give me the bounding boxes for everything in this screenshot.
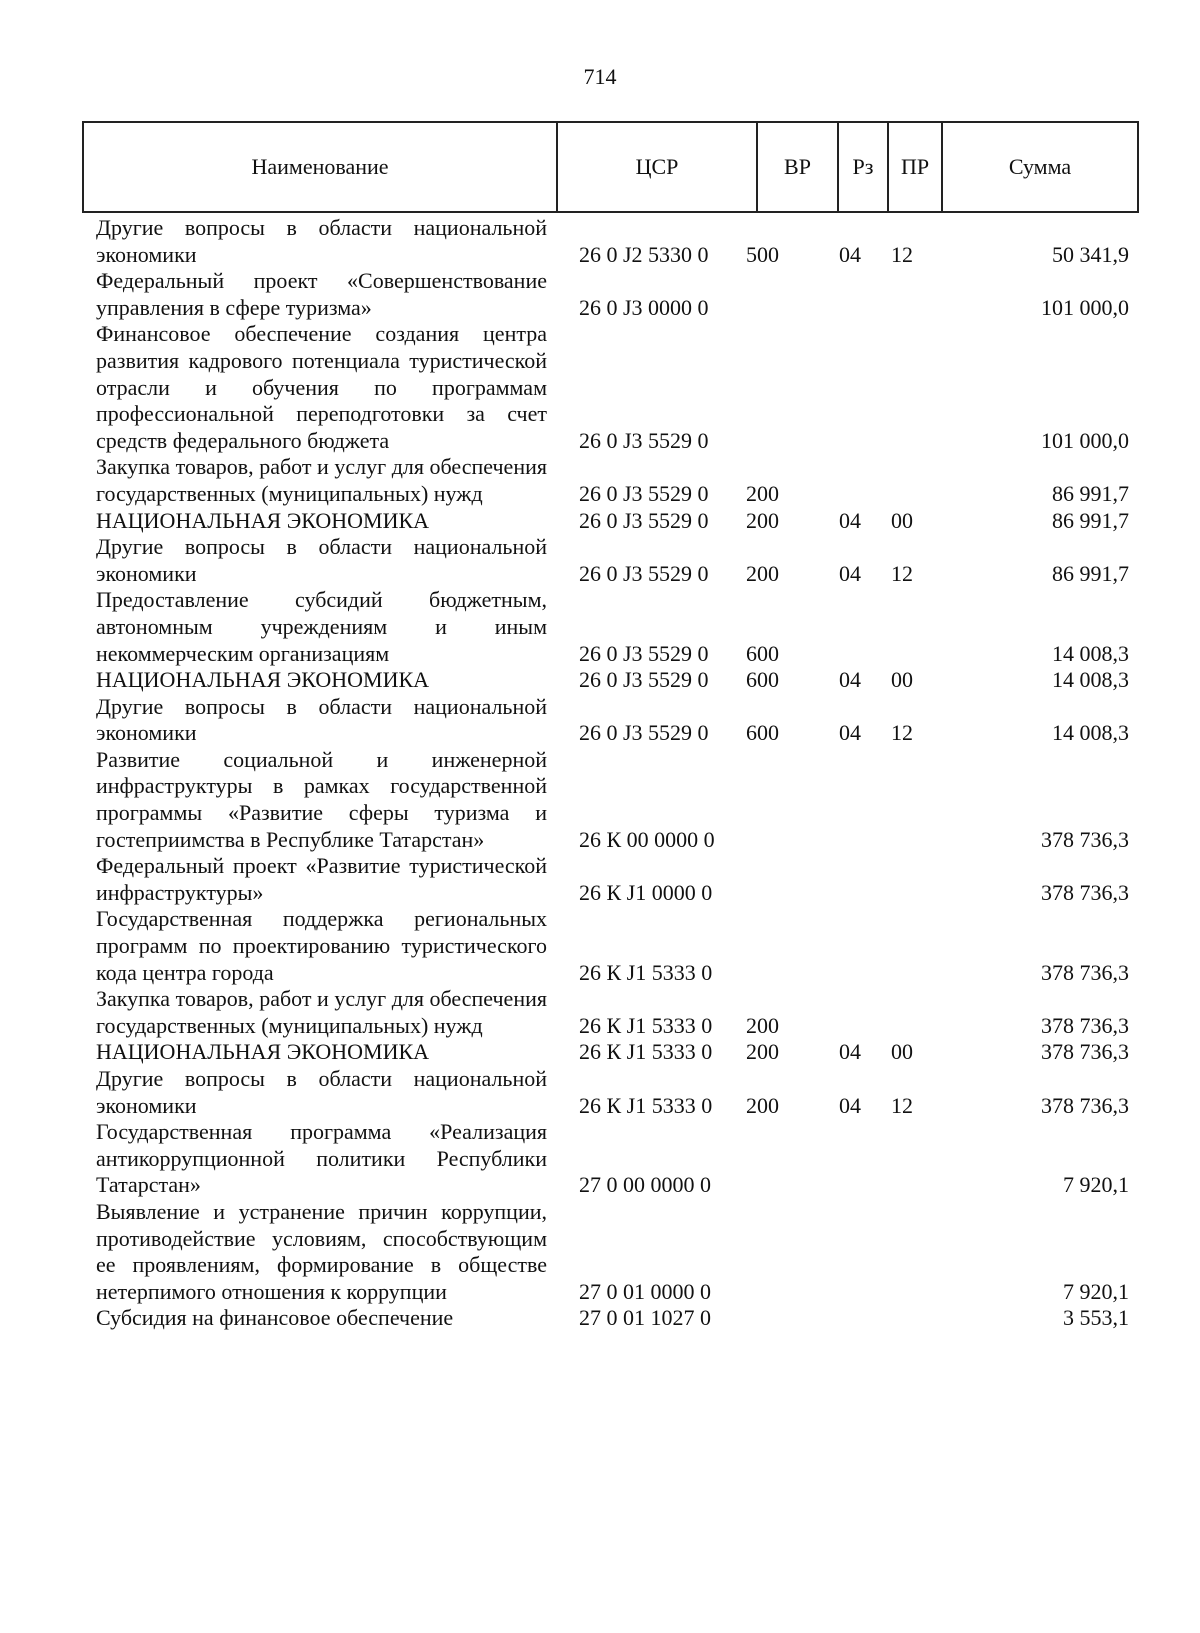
row-name: Другие вопросы в области национальной экономики	[96, 215, 547, 267]
row-name: Федеральный проект «Совершенствование управления в сфере туризма»	[96, 268, 547, 320]
table-row	[82, 534, 1139, 587]
row-sum: 86 991,7	[1052, 560, 1129, 586]
row-name: НАЦИОНАЛЬНАЯ ЭКОНОМИКА	[96, 1039, 430, 1065]
table-row	[82, 986, 1139, 1039]
header-vr: ВР	[758, 123, 839, 211]
table-body	[82, 215, 1139, 1332]
row-sum: 7 920,1	[1063, 1172, 1129, 1198]
row-name: Предоставление субсидий бюджетным, автономным учреждениям и иным некоммерческим организациям	[96, 587, 547, 666]
table-row	[82, 587, 1139, 667]
row-csr: 26 0 J2 5330 0	[579, 241, 709, 267]
table-row	[82, 1119, 1139, 1199]
row-vr: 600	[746, 720, 779, 746]
row-vr: 200	[746, 560, 779, 586]
row-pr: 12	[891, 720, 913, 746]
row-rz: 04	[839, 560, 861, 586]
row-vr: 600	[746, 640, 779, 666]
header-pr: ПР	[889, 123, 943, 211]
row-pr: 00	[891, 1039, 913, 1065]
row-csr: 27 0 00 0000 0	[579, 1172, 711, 1198]
row-csr: 26 К 00 0000 0	[579, 826, 715, 852]
row-csr: 26 0 J3 5529 0	[579, 507, 709, 533]
row-vr: 200	[746, 1039, 779, 1065]
row-sum: 378 736,3	[1041, 959, 1129, 985]
row-csr: 26 К J1 5333 0	[579, 1039, 713, 1065]
table-row	[82, 508, 1139, 535]
row-sum: 378 736,3	[1041, 1039, 1129, 1065]
table-row	[82, 1305, 1139, 1332]
table-header	[82, 121, 1139, 213]
row-csr: 26 0 J3 5529 0	[579, 720, 709, 746]
row-csr: 26 К J1 0000 0	[579, 879, 713, 905]
row-sum: 14 008,3	[1052, 640, 1129, 666]
table-row	[82, 321, 1139, 454]
table-row	[82, 1199, 1139, 1305]
row-sum: 378 736,3	[1041, 1092, 1129, 1118]
row-vr: 200	[746, 480, 779, 506]
row-csr: 26 К J1 5333 0	[579, 959, 713, 985]
table-row	[82, 853, 1139, 906]
row-csr: 26 0 J3 5529 0	[579, 480, 709, 506]
row-name: НАЦИОНАЛЬНАЯ ЭКОНОМИКА	[96, 507, 430, 533]
page-number: 714	[583, 64, 617, 89]
row-name: Другие вопросы в области национальной экономики	[96, 534, 547, 586]
table-row	[82, 454, 1139, 507]
table-row	[82, 268, 1139, 321]
row-csr: 26 К J1 5333 0	[579, 1092, 713, 1118]
row-name: Государственная программа «Реализация антикоррупционной политики Республики Татарстан»	[96, 1119, 547, 1198]
header-csr: ЦСР	[558, 123, 758, 211]
row-sum: 378 736,3	[1041, 879, 1129, 905]
row-vr: 200	[746, 1092, 779, 1118]
row-name: Федеральный проект «Развитие туристической инфраструктуры»	[96, 853, 547, 905]
row-rz: 04	[839, 1092, 861, 1118]
row-rz: 04	[839, 507, 861, 533]
table-row	[82, 1066, 1139, 1119]
row-sum: 50 341,9	[1052, 241, 1129, 267]
row-name: Закупка товаров, работ и услуг для обеспечения государственных (муниципальных) нужд	[96, 986, 547, 1038]
row-name: Закупка товаров, работ и услуг для обеспечения государственных (муниципальных) нужд	[96, 454, 547, 506]
row-name: НАЦИОНАЛЬНАЯ ЭКОНОМИКА	[96, 667, 430, 693]
row-csr: 26 0 J3 5529 0	[579, 667, 709, 693]
row-pr: 12	[891, 560, 913, 586]
row-name: Субсидия на финансовое обеспечение	[96, 1305, 454, 1331]
table-row	[82, 215, 1139, 268]
row-csr: 26 0 J3 5529 0	[579, 640, 709, 666]
table-row	[82, 694, 1139, 747]
row-sum: 3 553,1	[1063, 1305, 1129, 1331]
row-vr: 600	[746, 667, 779, 693]
row-name: Выявление и устранение причин коррупции, противодействие условиям, способствующим ее проявлениям, формирование в обществе нетерпимого отношения к коррупции	[96, 1198, 547, 1304]
row-name: Другие вопросы в области национальной экономики	[96, 693, 547, 746]
row-sum: 14 008,3	[1052, 667, 1129, 693]
row-vr: 500	[746, 241, 779, 267]
header-name: Наименование	[84, 123, 558, 211]
row-sum: 101 000,0	[1041, 294, 1129, 320]
row-name: Другие вопросы в области национальной экономики	[96, 1066, 547, 1118]
row-rz: 04	[839, 667, 861, 693]
row-rz: 04	[839, 720, 861, 746]
row-csr: 26 0 J3 0000 0	[579, 294, 709, 320]
row-sum: 86 991,7	[1052, 480, 1129, 506]
table-row	[82, 1039, 1139, 1066]
row-sum: 14 008,3	[1052, 720, 1129, 746]
row-sum: 378 736,3	[1041, 1012, 1129, 1038]
row-rz: 04	[839, 241, 861, 267]
row-sum: 86 991,7	[1052, 507, 1129, 533]
row-pr: 12	[891, 241, 913, 267]
table-row	[82, 667, 1139, 694]
row-sum: 101 000,0	[1041, 427, 1129, 453]
row-csr: 27 0 01 1027 0	[579, 1305, 711, 1331]
row-rz: 04	[839, 1039, 861, 1065]
row-csr: 27 0 01 0000 0	[579, 1278, 711, 1304]
row-csr: 26 0 J3 5529 0	[579, 427, 709, 453]
row-vr: 200	[746, 1012, 779, 1038]
row-csr: 26 К J1 5333 0	[579, 1012, 713, 1038]
row-name: Финансовое обеспечение создания центра развития кадрового потенциала туристической отрасли и обучения по программам профессиональной переподготовки за счет средств федерального бюджета	[96, 321, 547, 453]
header-sum: Сумма	[1008, 154, 1072, 179]
row-name: Государственная поддержка региональных программ по проектированию туристического кода центра города	[96, 906, 547, 985]
row-vr: 200	[746, 507, 779, 533]
table-row	[82, 747, 1139, 853]
row-pr: 00	[891, 667, 913, 693]
row-csr: 26 0 J3 5529 0	[579, 560, 709, 586]
row-sum: 7 920,1	[1063, 1278, 1129, 1304]
row-pr: 12	[891, 1092, 913, 1118]
header-rz: Рз	[839, 123, 889, 211]
row-sum: 378 736,3	[1041, 826, 1129, 852]
table-row	[82, 906, 1139, 986]
row-name: Развитие социальной и инженерной инфраструктуры в рамках государственной программы «Развитие сферы туризма и гостеприимства в Республике Татарстан»	[96, 746, 547, 852]
row-pr: 00	[891, 507, 913, 533]
